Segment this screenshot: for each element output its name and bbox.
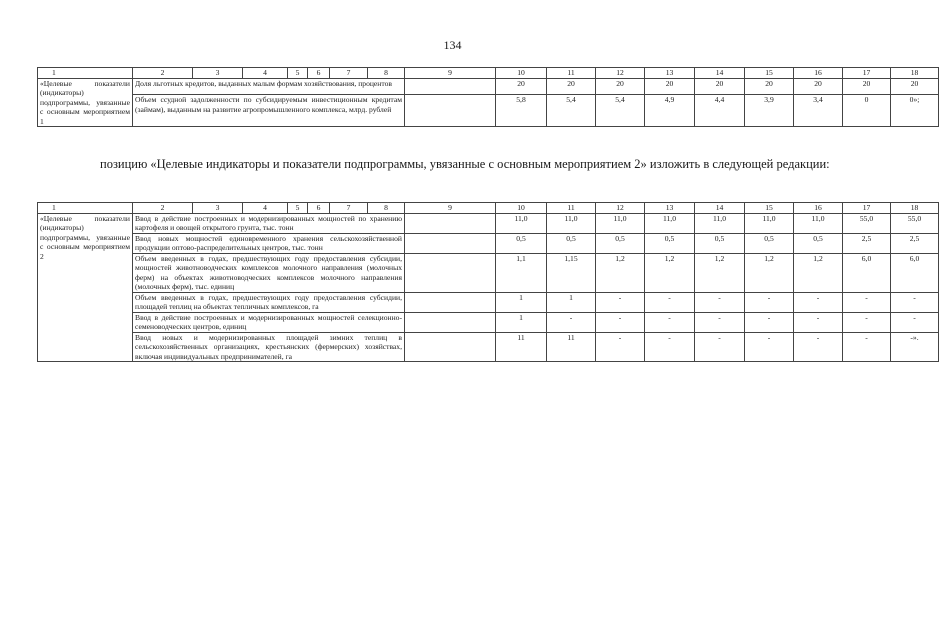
header-cell: 12 [596, 203, 645, 214]
value-cell: 3,4 [794, 95, 843, 127]
header-row [38, 68, 939, 79]
value-cell: - [794, 332, 843, 362]
header-cell: 11 [547, 68, 596, 79]
header-cell: 13 [645, 203, 695, 214]
value-cell: - [596, 312, 645, 332]
value-cell: 0,5 [596, 233, 645, 253]
value-cell: 11,0 [794, 213, 843, 233]
table-row [38, 332, 939, 362]
indicator-name: Доля льготных кредитов, выданных малым формам хозяйствования, процентов [133, 78, 405, 95]
value-cell: - [695, 312, 745, 332]
value-cell: 11,0 [695, 213, 745, 233]
value-cell: 1,2 [794, 253, 843, 292]
page-number: 134 [443, 38, 462, 52]
value-cell: - [843, 332, 891, 362]
body-paragraph: позицию «Целевые индикаторы и показатели подпрограммы, увязанные с основным мероприятием 2» изложить в следующей редакции: [100, 157, 830, 171]
value-cell: - [596, 332, 645, 362]
indicator-name: Объем введенных в годах, предшествующих году предоставления субсидии, площадей теплиц на объектах тепличных комплексов, га [133, 292, 405, 312]
empty-cell [405, 95, 496, 127]
value-cell: 0»; [891, 95, 939, 127]
value-cell: - [794, 312, 843, 332]
value-cell: -». [891, 332, 939, 362]
header-cell: 14 [695, 68, 745, 79]
value-cell: - [745, 292, 794, 312]
empty-cell [405, 233, 496, 253]
empty-cell [405, 312, 496, 332]
value-cell: 1,2 [645, 253, 695, 292]
value-cell: 5,4 [547, 95, 596, 127]
header-cell: 7 [330, 203, 368, 214]
header-cell: 17 [843, 203, 891, 214]
value-cell: 0,5 [695, 233, 745, 253]
header-cell: 7 [330, 68, 368, 79]
value-cell: - [547, 312, 596, 332]
header-cell: 18 [891, 68, 939, 79]
value-cell: 3,9 [745, 95, 794, 127]
indicator-name: Ввод новых и модернизированных площадей зимних теплиц в сельскохозяйственных организациях, крестьянских (фермерских) хозяйствах, включая индивидуальных предпринимателей, га [133, 332, 405, 362]
value-cell: 55,0 [843, 213, 891, 233]
value-cell: - [695, 332, 745, 362]
indicator-name: Ввод новых мощностей единовременного хранения сельскохозяйственной продукции оптово-распределительных центров, тыс. тонн [133, 233, 405, 253]
table-row [38, 233, 939, 253]
value-cell: 55,0 [891, 213, 939, 233]
value-cell: 20 [496, 78, 547, 95]
table-row [38, 312, 939, 332]
value-cell: 11,0 [547, 213, 596, 233]
value-cell: 1,2 [695, 253, 745, 292]
value-cell: 1,2 [745, 253, 794, 292]
value-cell: 0 [843, 95, 891, 127]
header-cell: 3 [193, 68, 243, 79]
empty-cell [405, 213, 496, 233]
header-cell: 1 [38, 203, 133, 214]
value-cell: 11,0 [745, 213, 794, 233]
indicator-name: Объем ссудной задолженности по субсидируемым инвестиционным кредитам (займам), выданным на развитие агропромышленного комплекса, млрд. рублей [133, 95, 405, 127]
table-row [38, 292, 939, 312]
value-cell: 11,0 [645, 213, 695, 233]
value-cell: 1,15 [547, 253, 596, 292]
empty-cell [405, 332, 496, 362]
value-cell: - [645, 312, 695, 332]
header-cell: 15 [745, 203, 794, 214]
indicator-name: Ввод в действие построенных и модернизированных мощностей селекционно-семеноводческих центров, единиц [133, 312, 405, 332]
value-cell: 4,4 [695, 95, 745, 127]
value-cell: 20 [794, 78, 843, 95]
value-cell: 4,9 [645, 95, 695, 127]
value-cell: - [645, 332, 695, 362]
value-cell: - [745, 332, 794, 362]
value-cell: - [891, 292, 939, 312]
header-cell: 6 [308, 203, 330, 214]
header-cell: 1 [38, 68, 133, 79]
value-cell: 0,5 [745, 233, 794, 253]
value-cell: 0,5 [496, 233, 547, 253]
value-cell: 0,5 [645, 233, 695, 253]
group-label: «Целевые показатели (индикаторы) подпрограммы, увязанные с основным мероприятием 2 [38, 213, 133, 362]
value-cell: 6,0 [843, 253, 891, 292]
value-cell: 6,0 [891, 253, 939, 292]
header-cell: 2 [133, 68, 193, 79]
header-cell: 9 [405, 203, 496, 214]
value-cell: 0,5 [794, 233, 843, 253]
header-cell: 6 [308, 68, 330, 79]
header-cell: 2 [133, 203, 193, 214]
header-cell: 10 [496, 203, 547, 214]
value-cell: - [891, 312, 939, 332]
value-cell: 20 [695, 78, 745, 95]
header-cell: 11 [547, 203, 596, 214]
table-row [38, 213, 939, 233]
header-cell: 10 [496, 68, 547, 79]
value-cell: 20 [843, 78, 891, 95]
value-cell: 20 [891, 78, 939, 95]
value-cell: - [794, 292, 843, 312]
value-cell: - [843, 292, 891, 312]
value-cell: 1,2 [596, 253, 645, 292]
header-row [38, 203, 939, 214]
value-cell: 20 [745, 78, 794, 95]
group-label: «Целевые показатели (индикаторы) подпрограммы, увязанные с основным мероприятием 1 [38, 78, 133, 127]
header-cell: 3 [193, 203, 243, 214]
table-row [38, 78, 939, 95]
header-cell: 4 [243, 68, 288, 79]
value-cell: 2,5 [843, 233, 891, 253]
header-cell: 8 [368, 68, 405, 79]
header-cell: 17 [843, 68, 891, 79]
indicator-name: Ввод в действие построенных и модернизированных мощностей по хранению картофеля и овощей открытого грунта, тыс. тонн [133, 213, 405, 233]
header-cell: 12 [596, 68, 645, 79]
empty-cell [405, 253, 496, 292]
indicators-table-1 [37, 67, 939, 127]
empty-cell [405, 78, 496, 95]
header-cell: 18 [891, 203, 939, 214]
indicator-name: Объем введенных в годах, предшествующих году предоставления субсидии, мощностей животноводческих комплексов молочного направления (молочных ферм) на объектах животноводческих комплексов молочного направления (молочных ферм), тыс. единиц [133, 253, 405, 292]
value-cell: 1 [496, 312, 547, 332]
header-cell: 16 [794, 203, 843, 214]
value-cell: 1 [547, 292, 596, 312]
value-cell: 11 [547, 332, 596, 362]
header-cell: 5 [288, 68, 308, 79]
value-cell: 11,0 [496, 213, 547, 233]
value-cell: 5,8 [496, 95, 547, 127]
header-cell: 16 [794, 68, 843, 79]
value-cell: 1,1 [496, 253, 547, 292]
header-cell: 9 [405, 68, 496, 79]
value-cell: 20 [596, 78, 645, 95]
table-row [38, 95, 939, 127]
indicators-table-2 [37, 202, 939, 362]
header-cell: 4 [243, 203, 288, 214]
value-cell: 20 [547, 78, 596, 95]
value-cell: 11 [496, 332, 547, 362]
value-cell: - [843, 312, 891, 332]
header-cell: 14 [695, 203, 745, 214]
value-cell: 11,0 [596, 213, 645, 233]
value-cell: 0,5 [547, 233, 596, 253]
value-cell: 1 [496, 292, 547, 312]
value-cell: 20 [645, 78, 695, 95]
header-cell: 5 [288, 203, 308, 214]
value-cell: - [695, 292, 745, 312]
value-cell: 2,5 [891, 233, 939, 253]
table-row [38, 253, 939, 292]
value-cell: - [596, 292, 645, 312]
value-cell: - [745, 312, 794, 332]
header-cell: 13 [645, 68, 695, 79]
value-cell: 5,4 [596, 95, 645, 127]
empty-cell [405, 292, 496, 312]
value-cell: - [645, 292, 695, 312]
header-cell: 15 [745, 68, 794, 79]
header-cell: 8 [368, 203, 405, 214]
